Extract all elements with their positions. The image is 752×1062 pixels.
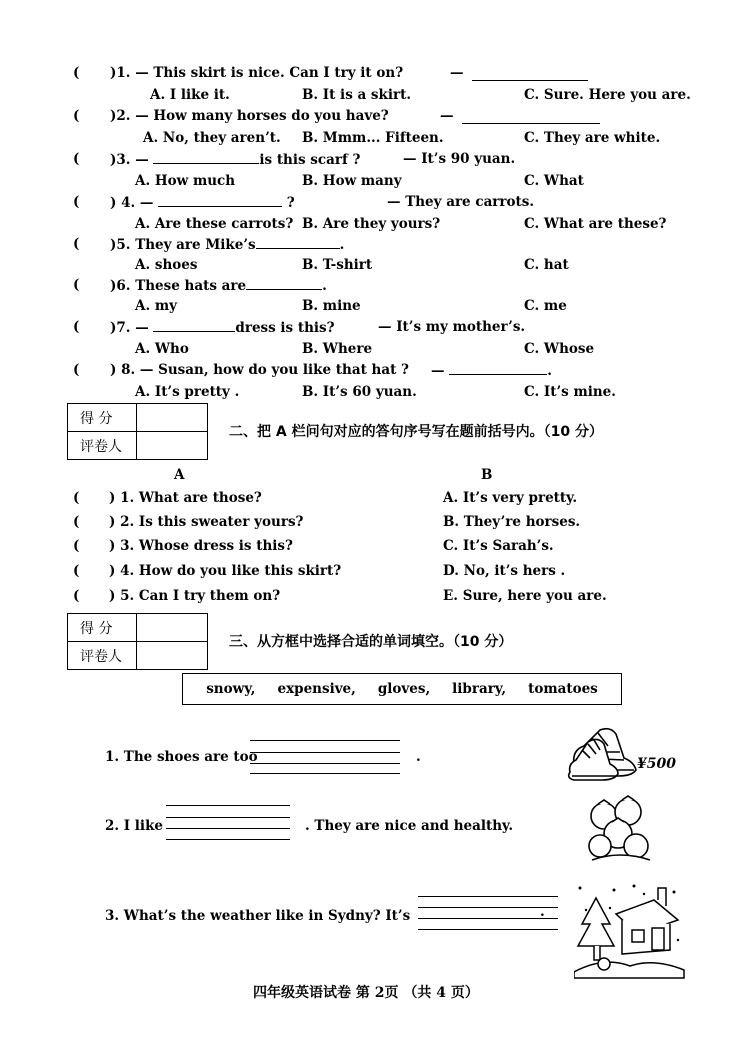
fill-item-2: 2. I like: [105, 818, 164, 834]
reply-text: — It’s my mother’s.: [378, 319, 526, 335]
word-option: expensive,: [277, 681, 356, 697]
answer-blank[interactable]: [462, 123, 600, 124]
option-c: C. They are white.: [524, 130, 661, 146]
answer-blank[interactable]: [153, 319, 235, 332]
matching-answer: D. No, it’s hers .: [443, 563, 566, 579]
writing-line[interactable]: [166, 839, 290, 840]
answer-paren[interactable]: (: [73, 588, 80, 604]
answer-blank[interactable]: [449, 362, 547, 375]
matching-answer: E. Sure, here you are.: [443, 588, 607, 604]
answer-blank[interactable]: [158, 194, 282, 207]
writing-line[interactable]: [250, 752, 400, 753]
question-8: ) 8. — Susan, how do you like that hat ?: [110, 362, 409, 378]
score-box: [67, 403, 208, 460]
matching-answer: C. It’s Sarah’s.: [443, 538, 554, 554]
word-option: gloves,: [377, 681, 431, 697]
snowy-house-picture: [574, 880, 686, 980]
answer-paren[interactable]: (: [73, 490, 80, 506]
word-option: library,: [452, 681, 507, 697]
answer-blank[interactable]: [153, 151, 259, 164]
writing-line[interactable]: [250, 763, 400, 764]
option-b: B. It’s 60 yuan.: [302, 384, 417, 400]
score-cell[interactable]: [137, 614, 208, 642]
question-7: )7. — dress is this?: [110, 320, 335, 336]
column-b-header: B: [481, 467, 493, 483]
answer-paren[interactable]: (: [73, 194, 80, 210]
word-option: tomatoes: [528, 681, 598, 697]
answer-paren[interactable]: (: [73, 151, 80, 167]
grader-cell[interactable]: [137, 642, 208, 670]
question-3: )3. — is this scarf ?: [110, 152, 361, 168]
option-a: A. It’s pretty .: [135, 384, 240, 400]
fill-item-3: 3. What’s the weather like in Sydny? It’s: [105, 908, 411, 924]
writing-line[interactable]: [418, 907, 558, 908]
writing-line[interactable]: [250, 773, 400, 774]
answer-paren[interactable]: (: [73, 277, 80, 293]
writing-line[interactable]: [418, 896, 558, 897]
answer-blank[interactable]: [256, 236, 340, 249]
period: .: [540, 904, 545, 920]
option-c: C. What are these?: [524, 216, 667, 232]
page-footer: 四年级英语试卷 第 2页 （共 4 页）: [253, 985, 479, 1001]
score-label: 得 分: [68, 404, 137, 432]
matching-question: ) 3. Whose dress is this?: [109, 538, 293, 554]
section-3-title: 三、从方框中选择合适的单词填空。（10 分）: [229, 634, 513, 650]
fill-item-1: 1. The shoes are too: [105, 749, 258, 765]
matching-question: ) 2. Is this sweater yours?: [109, 514, 304, 530]
option-b: B. T-shirt: [302, 257, 373, 273]
matching-question: ) 4. How do you like this skirt?: [109, 563, 342, 579]
word-bank: [182, 673, 622, 705]
answer-paren[interactable]: (: [73, 563, 80, 579]
writing-line[interactable]: [418, 918, 558, 919]
question-2: )2. — How many horses do you have?: [110, 108, 389, 124]
question-6: )6. These hats are .: [110, 278, 327, 294]
option-b: B. Are they yours?: [302, 216, 441, 232]
option-c: C. Whose: [524, 341, 595, 357]
option-a: A. How much: [135, 173, 236, 189]
answer-paren[interactable]: (: [73, 514, 80, 530]
question-5: )5. They are Mike’s .: [110, 237, 345, 253]
answer-blank[interactable]: [246, 277, 322, 290]
option-a: A. I like it.: [150, 87, 230, 103]
grader-cell[interactable]: [137, 432, 208, 460]
matching-question: ) 5. Can I try them on?: [109, 588, 281, 604]
question-4: ) 4. — ?: [110, 195, 295, 211]
period: .: [416, 749, 421, 765]
answer-paren[interactable]: (: [73, 65, 80, 81]
score-box: [67, 613, 208, 670]
writing-line[interactable]: [166, 817, 290, 818]
reply-dash: —: [440, 108, 454, 124]
answer-blank[interactable]: [472, 80, 588, 81]
reply-line: — .: [431, 363, 552, 379]
option-c: C. Sure. Here you are.: [524, 87, 691, 103]
writing-line[interactable]: [166, 828, 290, 829]
matching-answer: B. They’re horses.: [443, 514, 581, 530]
score-label: 得 分: [68, 614, 137, 642]
shoes-picture: [566, 724, 672, 784]
reply-text: — They are carrots.: [387, 194, 535, 210]
option-b: B. It is a skirt.: [302, 87, 412, 103]
option-b: B. mine: [302, 298, 361, 314]
option-a: A. shoes: [135, 257, 198, 273]
reply-dash: —: [450, 65, 464, 81]
reply-text: — It’s 90 yuan.: [403, 151, 516, 167]
price-tag: ¥500: [637, 756, 676, 772]
option-c: C. What: [524, 173, 584, 189]
word-option: snowy,: [206, 681, 256, 697]
option-a: A. No, they aren’t.: [143, 130, 281, 146]
question-1: )1. — This skirt is nice. Can I try it on?: [110, 65, 404, 81]
answer-paren[interactable]: (: [73, 538, 80, 554]
writing-line[interactable]: [250, 740, 400, 741]
option-a: A. Are these carrots?: [135, 216, 294, 232]
matching-answer: A. It’s very pretty.: [443, 490, 578, 506]
score-cell[interactable]: [137, 404, 208, 432]
option-a: A. Who: [135, 341, 189, 357]
grader-label: 评卷人: [68, 642, 137, 670]
item-2-tail: . They are nice and healthy.: [305, 818, 514, 834]
answer-paren[interactable]: (: [73, 362, 80, 378]
writing-line[interactable]: [166, 805, 290, 806]
option-c: C. It’s mine.: [524, 384, 616, 400]
tomatoes-picture: [584, 790, 656, 864]
option-b: B. Where: [302, 341, 373, 357]
writing-line[interactable]: [418, 929, 558, 930]
answer-paren[interactable]: (: [73, 108, 80, 124]
column-a-header: A: [174, 467, 185, 483]
option-b: B. Mmm... Fifteen.: [302, 130, 444, 146]
matching-question: ) 1. What are those?: [109, 490, 262, 506]
option-c: C. me: [524, 298, 567, 314]
option-b: B. How many: [302, 173, 402, 189]
option-a: A. my: [135, 298, 178, 314]
grader-label: 评卷人: [68, 432, 137, 460]
section-2-title: 二、把 A 栏问句对应的答句序号写在题前括号内。（10 分）: [229, 424, 603, 440]
answer-paren[interactable]: (: [73, 236, 80, 252]
option-c: C. hat: [524, 257, 569, 273]
answer-paren[interactable]: (: [73, 319, 80, 335]
